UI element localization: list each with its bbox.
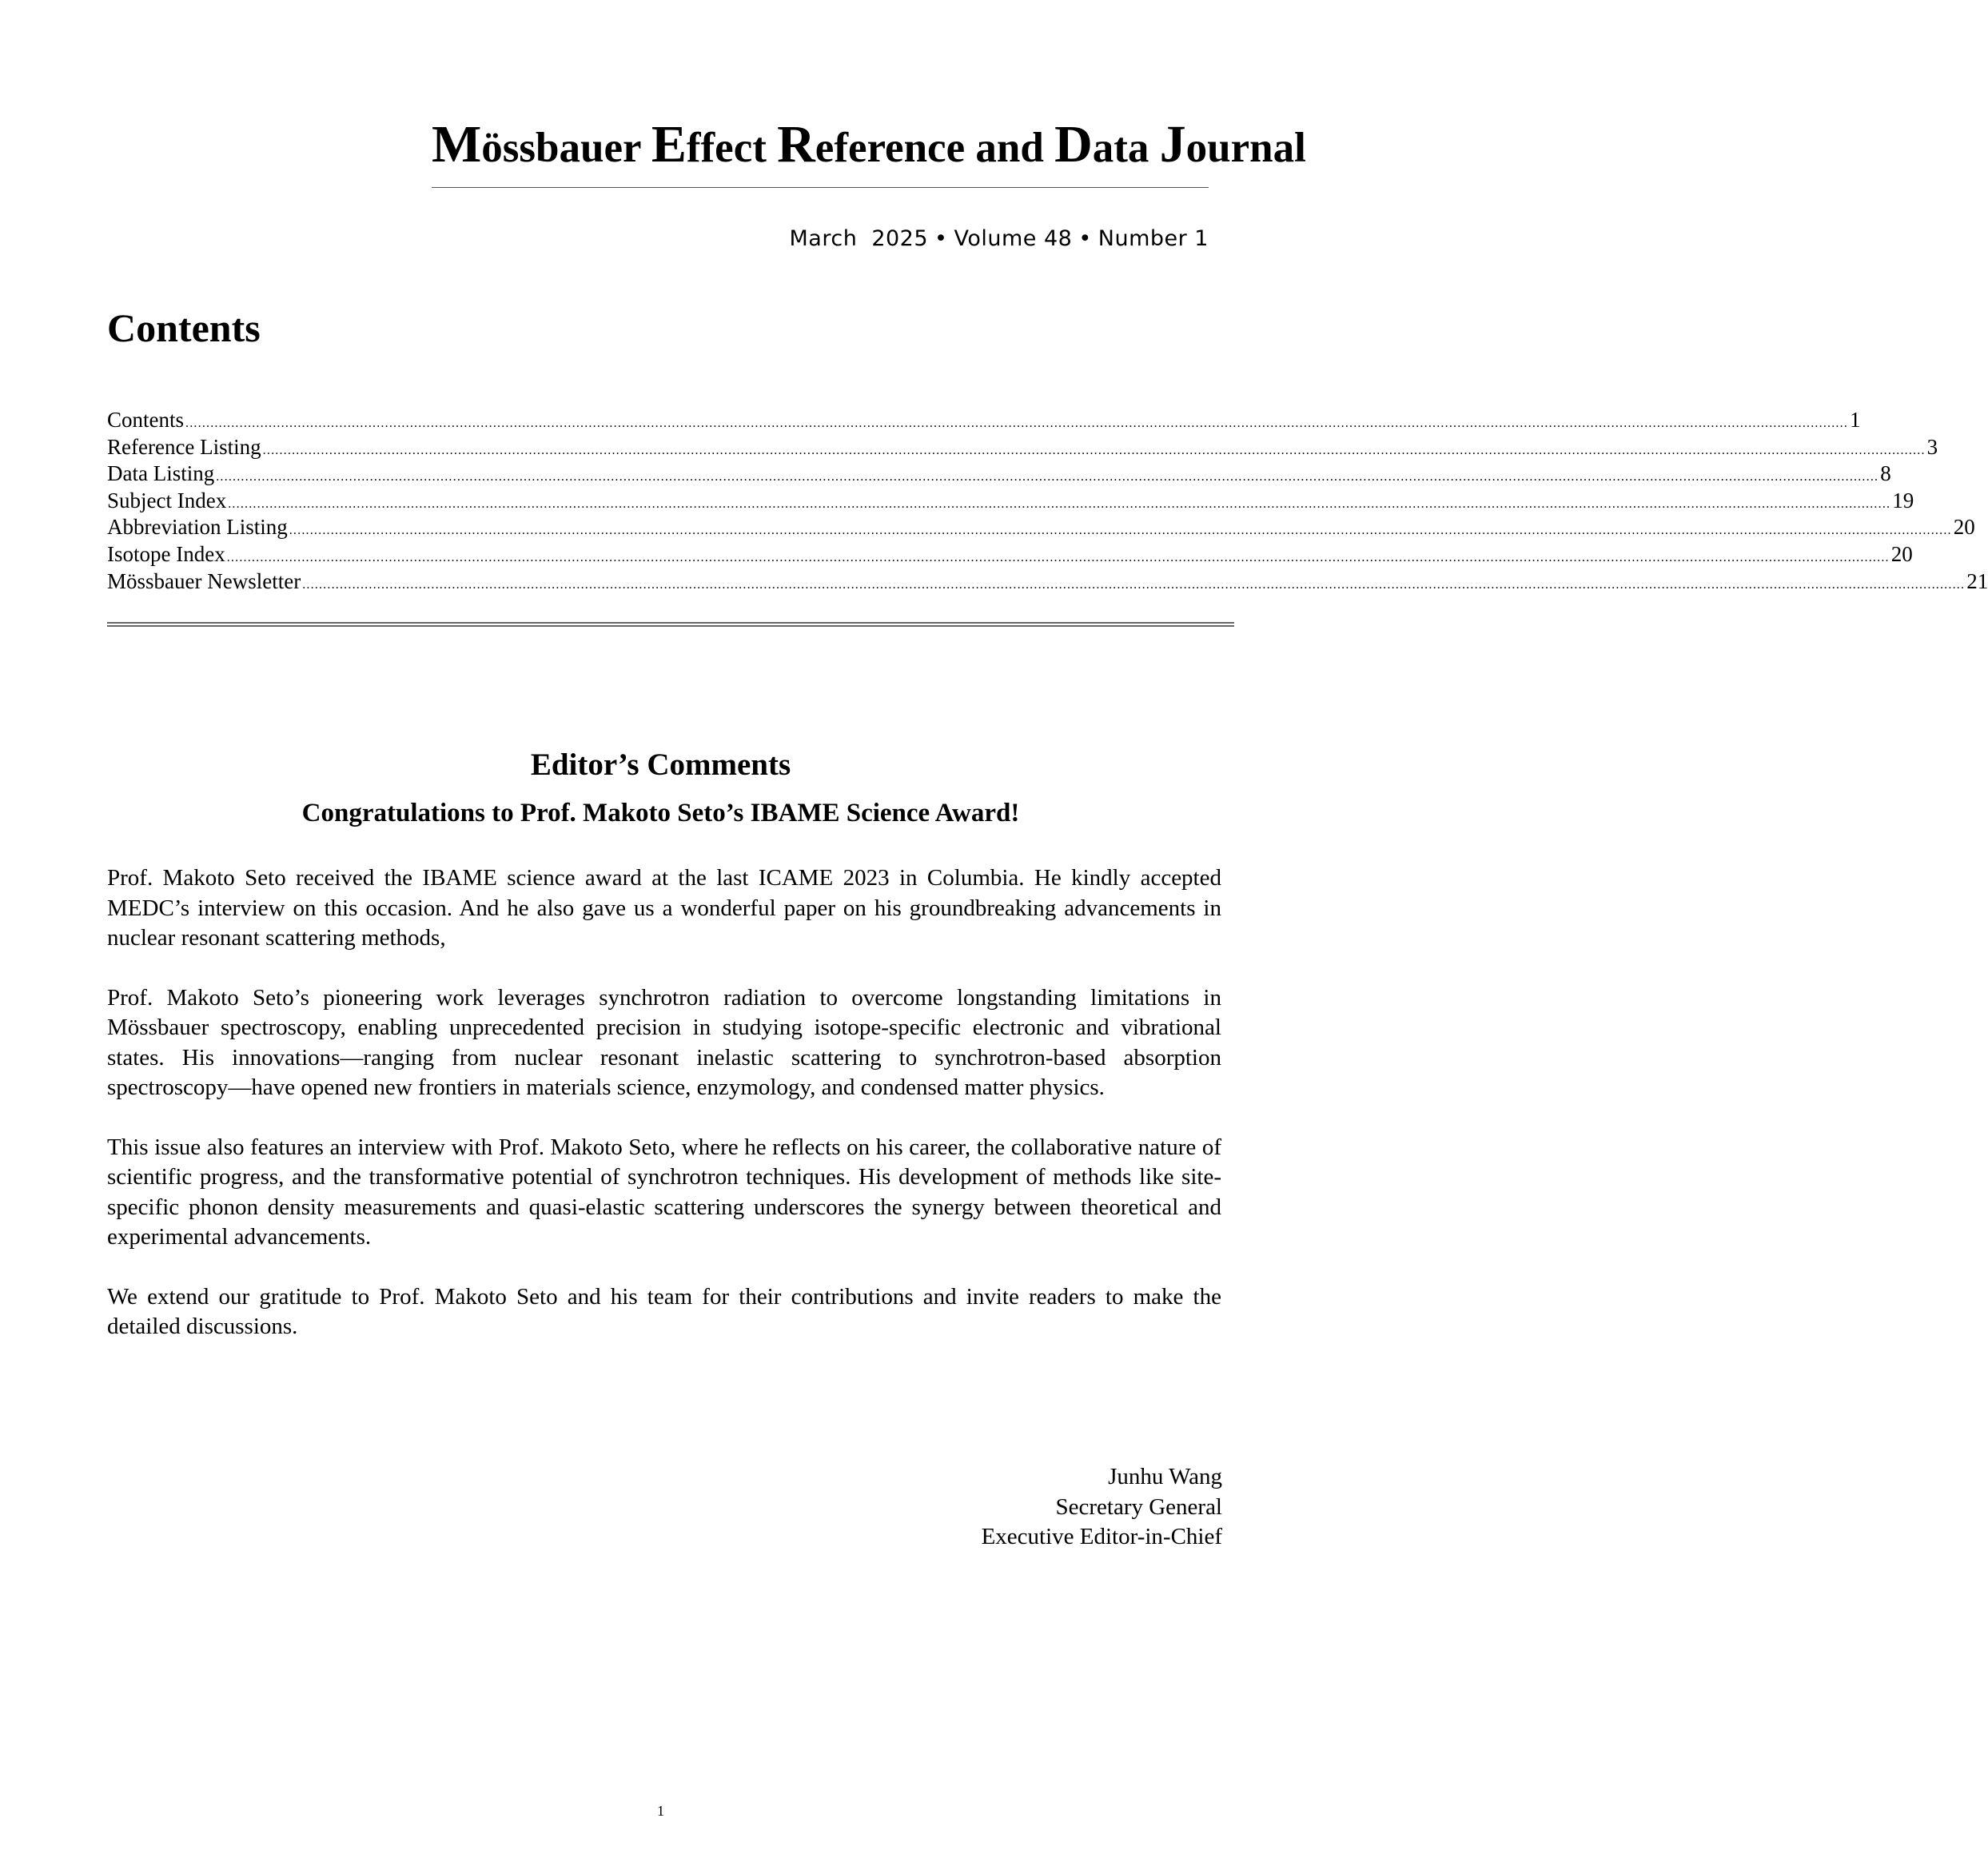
issue-volume: Volume 48 (954, 226, 1073, 251)
editors-comments-subheading: Congratulations to Prof. Makoto Seto’s IBAME Science Award! (301, 799, 1020, 827)
toc-dot-leader: ................................................................................................................................................................................................................................................................................................................................................................................................................ (185, 417, 1849, 430)
toc-dot-leader: ................................................................................................................................................................................................................................................................................................................................................................................................................ (216, 470, 1879, 484)
toc-entry[interactable] (107, 407, 1861, 434)
issue-separator: • (1078, 226, 1092, 251)
body-paragraph: Prof. Makoto Seto’s pioneering work leverages synchrotron radiation to overcome longstanding limitations in Mössbauer spectroscopy, enabling unprecedented precision in studying isotope-specific electronic and vibrational states. His innovations—ranging from nuclear resonant inelastic scattering to synchrotron-based absorption spectroscopy—have opened new frontiers in materials science, enzymology, and condensed matter physics. (107, 984, 1221, 1100)
journal-title-word-5: Data (1054, 115, 1149, 173)
editors-comments-heading: Editor’s Comments (530, 748, 791, 782)
signature-block (982, 1462, 1222, 1553)
toc-entry-title: Subject Index (107, 488, 227, 512)
toc-entry-page: 21 (1966, 568, 1988, 593)
editors-comments-body (107, 863, 1221, 1372)
journal-title (432, 115, 1306, 173)
journal-title-word-1: Mössbauer (432, 115, 641, 173)
journal-title-word-3: Reference (777, 115, 966, 173)
page-number: 1 (657, 1803, 664, 1819)
toc-entry[interactable] (107, 488, 1914, 515)
toc-dot-leader: ................................................................................................................................................................................................................................................................................................................................................................................................................ (226, 550, 1890, 564)
issue-year: 2025 (871, 226, 929, 251)
body-paragraph: Prof. Makoto Seto received the IBAME science award at the last ICAME 2023 in Columbia. He kindly accepted MEDC’s interview on this occasion. And he also gave us a wonderful paper on his groundbreaking advancements in nuclear resonant scattering methods, (107, 865, 1221, 951)
toc-entry[interactable] (107, 434, 1938, 461)
body-paragraph: This issue also features an interview with Prof. Makoto Seto, where he reflects on his career, the collaborative nature of scientific progress, and the transformative potential of synchrotron techniques. His development of methods like site-specific phonon density measurements and quasi-elastic scattering underscores the synergy between theoretical and experimental advancements. (107, 1134, 1221, 1250)
signature-title: Secretary General (1055, 1493, 1222, 1520)
table-of-contents (107, 407, 1988, 595)
toc-entry-title: Reference Listing (107, 434, 261, 459)
toc-entry[interactable] (107, 514, 1975, 541)
toc-entry-page: 8 (1880, 461, 1891, 486)
issue-number: Number 1 (1098, 226, 1209, 251)
journal-title-word-4: and (975, 125, 1044, 171)
journal-title-word-2: Effect (651, 115, 767, 173)
issue-info (790, 224, 1209, 254)
toc-entry[interactable] (107, 541, 1913, 568)
contents-heading: Contents (107, 305, 261, 350)
toc-entry-title: Contents (107, 408, 185, 432)
issue-separator: • (934, 226, 948, 251)
toc-entry-title: Isotope Index (107, 541, 225, 566)
toc-dot-leader: ................................................................................................................................................................................................................................................................................................................................................................................................................ (228, 496, 1891, 511)
toc-dot-leader: ................................................................................................................................................................................................................................................................................................................................................................................................................ (302, 577, 1966, 592)
toc-entry-page: 19 (1892, 488, 1914, 512)
toc-entry-title: Mössbauer Newsletter (107, 568, 301, 593)
toc-entry[interactable] (107, 568, 1988, 596)
toc-entry-title: Abbreviation Listing (107, 515, 288, 540)
title-underline (432, 187, 1209, 188)
toc-entry-page: 20 (1890, 541, 1913, 566)
toc-entry-page: 3 (1926, 434, 1938, 459)
body-paragraph: We extend our gratitude to Prof. Makoto Seto and his team for their contributions and invite readers to make the detailed discussions. (107, 1283, 1221, 1339)
toc-dot-leader: ................................................................................................................................................................................................................................................................................................................................................................................................................ (289, 524, 1952, 538)
signature-name: Junhu Wang (1108, 1464, 1222, 1489)
journal-title-word-6: Journal (1159, 115, 1306, 173)
toc-entry[interactable] (107, 461, 1891, 488)
toc-dot-leader: ................................................................................................................................................................................................................................................................................................................................................................................................................ (262, 443, 1926, 457)
toc-entry-title: Data Listing (107, 461, 215, 486)
toc-entry-page: 1 (1850, 408, 1861, 432)
section-divider (107, 622, 1234, 627)
signature-title: Executive Editor-in-Chief (981, 1524, 1222, 1549)
issue-month: March (789, 226, 858, 251)
toc-entry-page: 20 (1953, 515, 1975, 540)
